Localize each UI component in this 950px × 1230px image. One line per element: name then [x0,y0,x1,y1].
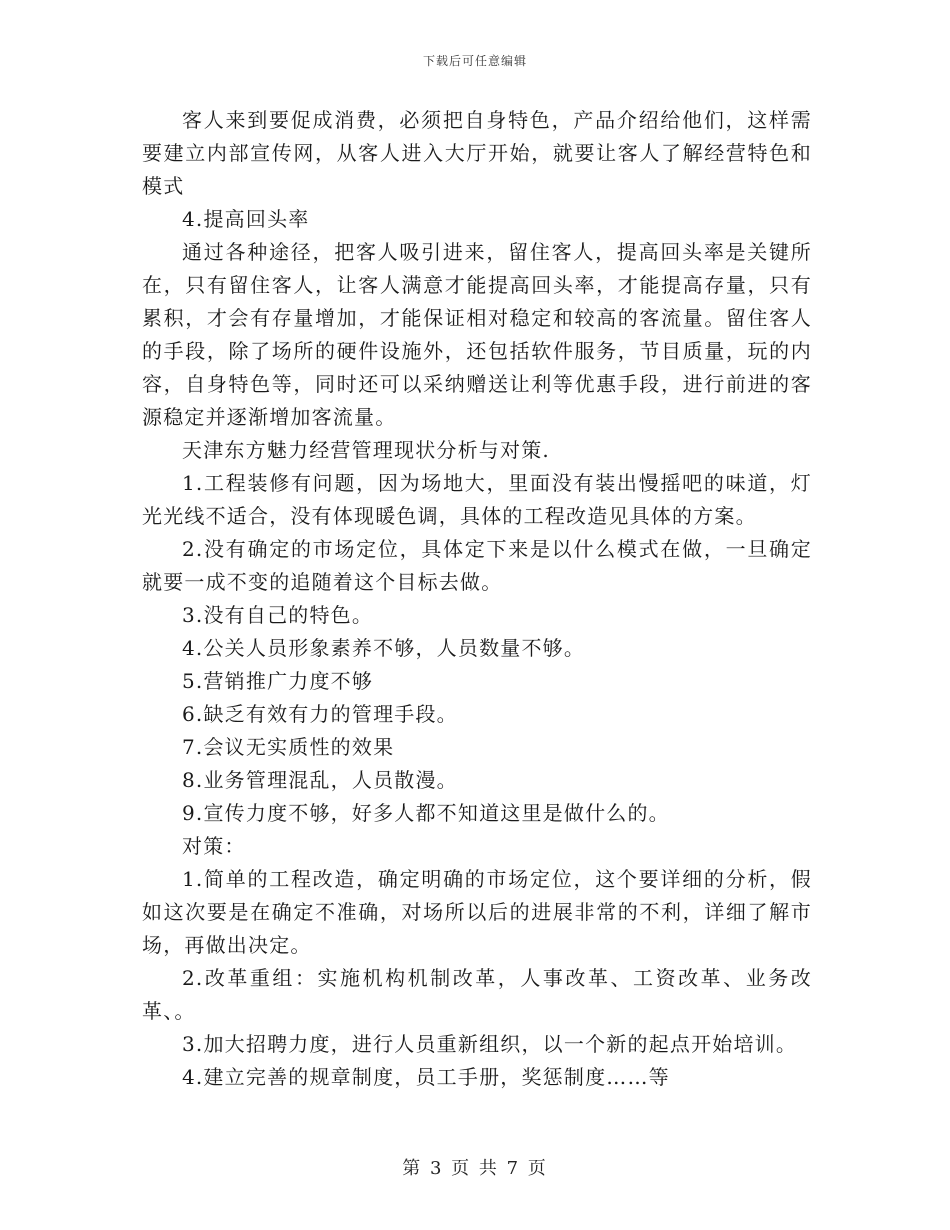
section-heading: 对策： [182,834,246,858]
list-item: 3.加大招聘力度，进行人员重新组织，以一个新的起点开始培训。 [182,1032,798,1056]
list-item: 5.营销推广力度不够 [182,669,374,693]
list-item: 9.宣传力度不够，好多人都不知道这里是做什么的。 [182,801,670,825]
list-item: 1.工程装修有问题，因为场地大，里面没有装出慢摇吧的味道，灯光光线不适合，没有体现暖色调，具体的工程改造见具体的方案。 [142,471,812,528]
page-footer [0,1154,950,1180]
current-page-number: 3 [429,1158,444,1179]
page-number-suffix: 页 [527,1158,548,1179]
list-item: 4.建立完善的规章制度，员工手册，奖惩制度……等 [182,1065,670,1089]
list-item: 6.缺乏有效有力的管理手段。 [182,702,458,726]
body-paragraph: 通过各种途径，把客人吸引进来，留住客人，提高回头率是关键所在，只有留住客人，让客人满意才能提高回头率，才能提高存量，只有累积，才会有存量增加，才能保证相对稳定和较高的客流量。留住客人的手段，除了场所的硬件设施外，还包括软件服务，节目质量，玩的内容，自身特色等，同时还可以采纳赠送让利等优惠手段，进行前进的客源稳定并逐渐增加客流量。 [142,240,812,429]
body-paragraph: 客人来到要促成消费，必须把自身特色，产品介绍给他们，这样需要建立内部宣传网，从客人进入大厅开始，就要让客人了解经营特色和模式 [142,108,812,198]
list-item: 1.简单的工程改造，确定明确的市场定位，这个要详细的分析，假如这次要是在确定不准确，对场所以后的进展非常的不利，详细了解市场，再做出决定。 [142,867,812,957]
list-item: 7.会议无实质性的效果 [182,735,395,759]
page-header: 下载后可任意编辑 [422,54,527,68]
list-item: 4.公关人员形象素养不够，人员数量不够。 [182,636,586,660]
page-number-middle: 页 共 [451,1158,499,1179]
section-heading: 4.提高回头率 [182,207,310,231]
section-heading: 天津东方魅力经营管理现状分析与对策. [182,438,550,462]
list-item: 8.业务管理混乱，人员散漫。 [182,768,458,792]
list-item: 2.没有确定的市场定位，具体定下来是以什么模式在做，一旦确定就要一成不变的追随着这个目标去做。 [142,537,812,594]
document-body [142,104,812,1094]
list-item: 3.没有自己的特色。 [182,603,374,627]
total-page-count: 7 [506,1158,521,1179]
page-number-prefix: 第 [402,1158,423,1179]
list-item: 2.改革重组：实施机构机制改革，人事改革、工资改革、业务改革、。 [142,966,812,1023]
